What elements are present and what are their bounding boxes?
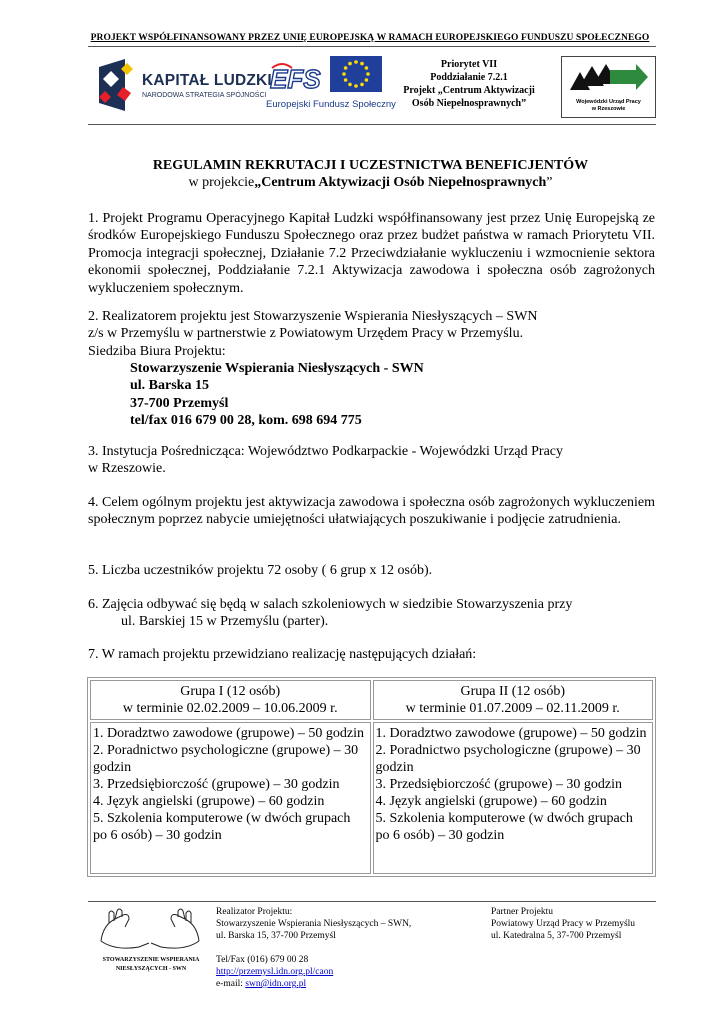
kapital-ludzki-subtitle: NARODOWA STRATEGIA SPÓJNOŚCI [142,92,267,99]
swn-hands-logo-icon [95,905,205,955]
footer-partner [491,906,635,942]
footer-realizator [216,906,411,990]
activity-item: 2. Poradnictwo psychologiczne (grupowe) – 30 godzin [375,743,641,775]
point-5-text: 5. Liczba uczestników projektu 72 osoby ( 6 grup x 12 osób). [88,563,433,578]
priority-line: Priorytet VII [440,59,498,70]
activity-item: 3. Przedsiębiorczość (grupowe) – 30 godzin [375,777,622,792]
activity-item: 5. Szkolenia komputerowe (w dwóch grupach po 6 osób) – 30 godzin [93,811,351,843]
partner-line: Partner Projektu [491,907,554,917]
point-2 [88,308,655,360]
groups-header-row [90,680,653,720]
kapital-ludzki-logo-icon [95,57,139,113]
office-city: 37-700 Przemyśl [130,395,229,411]
realizator-line: ul. Barska 15, 37-700 Przemyśl [216,931,336,941]
kapital-ludzki-title: KAPITAŁ LUDZKI [142,72,272,89]
realizator-line: Realizator Projektu: [216,907,293,917]
priority-line: Osób Niepełnosprawnych” [411,98,527,109]
priority-line: Projekt „Centrum Aktywizacji [403,85,535,96]
activity-item: 4. Język angielski (grupowe) – 60 godzin [375,794,607,809]
point-7 [88,646,655,663]
group-name: Grupa I (12 osób) [180,684,281,699]
point-4-text: 4. Celem ogólnym projektu jest aktywizacja zawodowa i społeczna osób zagrożonych wykluczeniem społecznym poprzez nabycie umiejętności ułatwiających poszukiwanie i podjęcie zatrudnienia. [88,495,655,528]
subtitle-suffix: ” [546,175,553,190]
activity-item: 2. Poradnictwo psychologiczne (grupowe) – 30 godzin [93,743,359,775]
header-divider [88,46,656,47]
efs-caption: Europejski Fundusz Społeczny [266,99,396,110]
group-2-header [373,680,654,720]
swn-logo-line: NIESŁYSZĄCYCH - SWN [115,966,187,972]
activity-item: 4. Język angielski (grupowe) – 60 godzin [93,794,325,809]
eu-flag-icon [330,56,382,92]
groups-body-row [90,722,653,874]
office-street: ul. Barska 15 [130,378,209,394]
point-1 [88,210,655,297]
wup-line: Wojewódzki Urząd Pracy [576,99,641,105]
priority-box [392,58,546,110]
point-4 [88,494,655,529]
point-1-text: 1. Projekt Programu Operacyjnego Kapitał Ludzki współfinansowany jest przez Unię Europejską ze środków Europejskiego Funduszu Społecznego oraz przez budżet państwa w ramach Priorytetu VII. Promocja integracji społecznej, Działanie 7.2 Przeciwdziałanie wykluczeniu i wzmocnienie sektora ekonomii społecznej, Poddziałanie 7.2.1 Aktywizacja zawodowa i społeczna osób zagrożonych wykluczeniem społecznym. [88,211,655,296]
point-3-line: 3. Instytucja Pośrednicząca: Województwo Podkarpackie - Wojewódzki Urząd Pracy [88,444,564,459]
group-name: Grupa II (12 osób) [460,684,566,699]
group-2-activities [373,722,654,874]
wup-line: w Rzeszowie [591,106,626,112]
office-name: Stowarzyszenie Wspierania Niesłyszących - SWN [130,361,424,376]
groups-table [87,677,656,877]
svg-text:EFS: EFS [270,64,321,94]
point-6-line: ul. Barskiej 15 w Przemyślu (parter). [121,614,329,630]
header-bottom-divider [88,124,656,125]
swn-logo-caption [96,956,206,974]
group-1-activities [90,722,371,874]
point-3 [88,443,655,478]
header-banner: PROJEKT WSPÓŁFINANSOWANY PRZEZ UNIĘ EUROPEJSKĄ W RAMACH EUROPEJSKIEGO FUNDUSZU SPOŁECZNEGO [90,33,650,43]
footer-email-link[interactable]: swn@idn.org.pl [245,979,307,989]
group-1-header [90,680,371,720]
document-subtitle [88,175,653,191]
partner-line: ul. Katedralna 5, 37-700 Przemyśl [491,931,622,941]
point-2-line: Siedziba Biura Projektu: [88,343,226,359]
footer-email-label: e-mail: [216,979,246,989]
point-5 [88,562,655,579]
priority-line: Poddziałanie 7.2.1 [430,72,508,83]
footer-tel: Tel/Fax (016) 679 00 28 [216,955,309,965]
subtitle-prefix: w projekcie [188,175,255,190]
footer-email-row [216,978,411,990]
footer-spacer [216,942,411,954]
activity-item: 1. Doradztwo zawodowe (grupowe) – 50 godzin [375,726,647,741]
efs-logo-icon [268,60,324,96]
activity-item: 1. Doradztwo zawodowe (grupowe) – 50 godzin [93,726,364,741]
realizator-line: Stowarzyszenie Wspierania Niesłyszących – SWN, [216,919,412,929]
swn-logo-line: STOWARZYSZENIE WSPIERANIA [102,957,200,963]
point-6-line: 6. Zajęcia odbywać się będą w salach szkoleniowych w siedzibie Stowarzyszenia przy [88,597,573,612]
activity-item: 5. Szkolenia komputerowe (w dwóch grupach po 6 osób) – 30 godzin [375,811,633,843]
activity-item: 3. Przedsiębiorczość (grupowe) – 30 godzin [93,777,340,792]
point-6 [88,596,655,631]
partner-line: Powiatowy Urząd Pracy w Przemyślu [491,919,636,929]
footer-website-link[interactable]: http://przemysl.idn.org.pl/caon [216,967,334,977]
point-2-line: z/s w Przemyślu w partnerstwie z Powiatowym Urzędem Pracy w Przemyślu. [88,326,524,342]
wup-logo-icon [566,60,650,98]
office-address [130,360,424,430]
point-3-line: w Rzeszowie. [88,461,166,477]
point-7-text: 7. W ramach projektu przewidziano realizację następujących działań: [88,647,477,662]
point-2-line: 2. Realizatorem projektu jest Stowarzyszenie Wspierania Niesłyszących – SWN [88,309,538,324]
office-phone: tel/fax 016 679 00 28, kom. 698 694 775 [130,413,362,429]
document-title: REGULAMIN REKRUTACJI I UCZESTNICTWA BENEFICJENTÓW [152,158,589,173]
group-term: w terminie 01.07.2009 – 02.11.2009 r. [405,701,620,716]
wup-caption [561,99,656,113]
subtitle-project-name: „Centrum Aktywizacji Osób Niepełnosprawnych [254,175,547,190]
group-term: w terminie 02.02.2009 – 10.06.2009 r. [122,701,338,716]
footer-divider [88,901,656,902]
